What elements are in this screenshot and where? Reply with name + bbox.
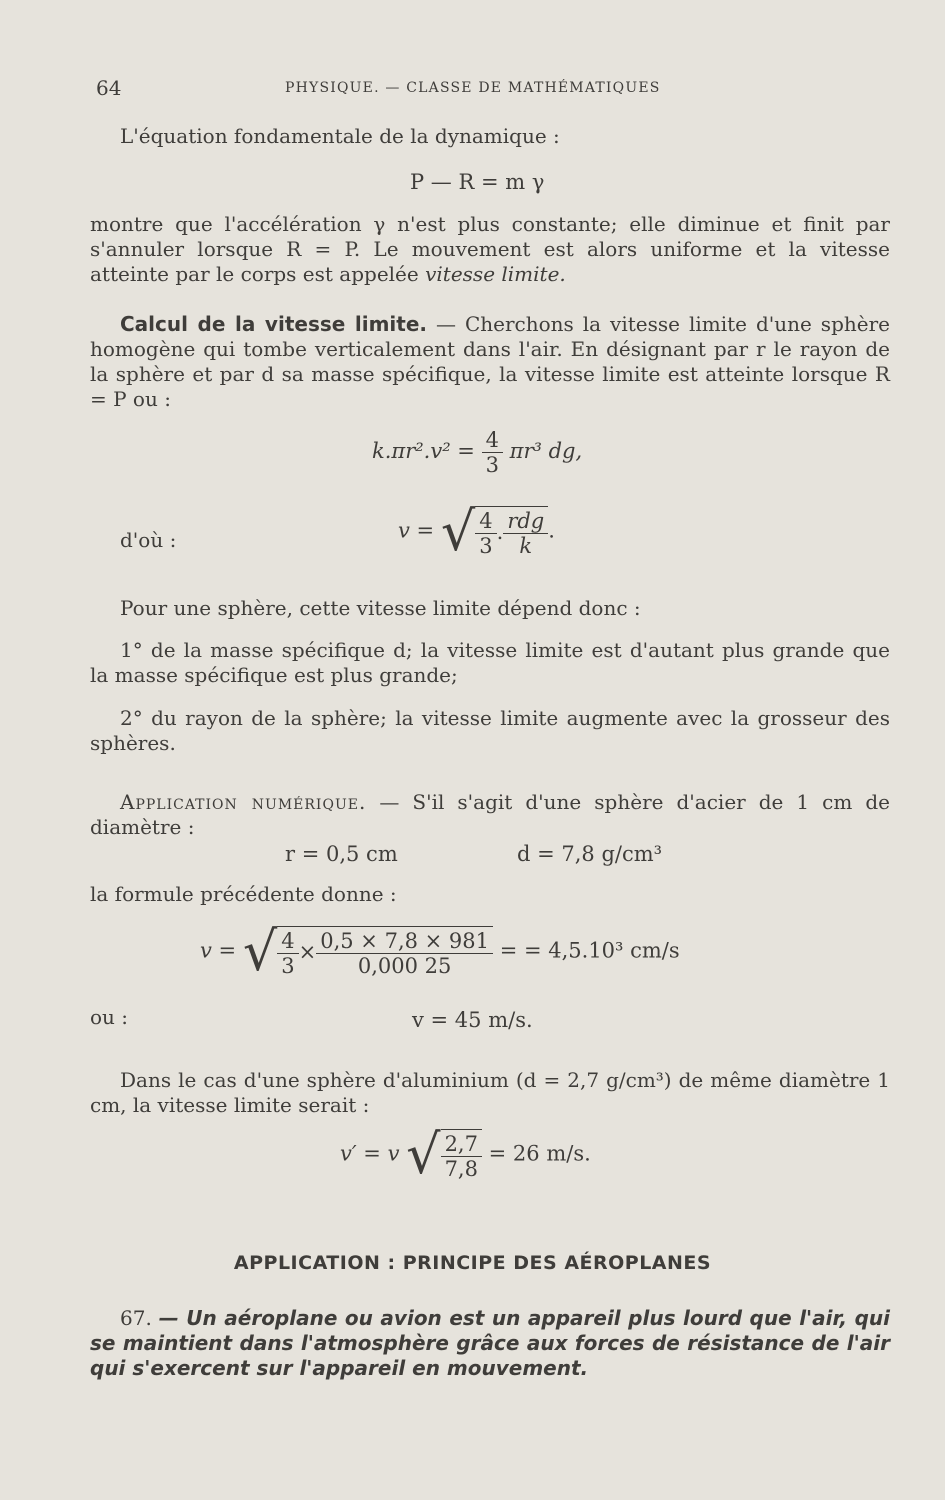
equation-force-balance: [372, 428, 582, 477]
eq2-rhs: πr³ dg,: [509, 439, 583, 463]
calc-title: Calcul de la vitesse limite.: [120, 312, 428, 336]
equation-dynamics: P — R = m γ: [410, 170, 545, 194]
paragraph-point-1: 1° de la masse spécifique d; la vitesse limite est d'autant plus grande que la masse spécifique est plus grande;: [90, 638, 890, 687]
sqrt-symbol-3: √: [406, 1123, 441, 1186]
application-text: — S'il s'agit d'une sphère d'acier de 1 cm de diamètre :: [90, 790, 890, 839]
paragraph-aeroplane: [90, 1306, 890, 1381]
eq3-dot: .: [496, 520, 504, 544]
eq3-frac1: [475, 509, 496, 558]
eq4-frac2: [316, 929, 493, 978]
eq4-den2: 0,000 25: [316, 953, 493, 978]
eq3-num2: rdg: [507, 509, 545, 533]
value-density: d = 7,8 g/cm³: [517, 842, 663, 866]
equation-aluminium: [340, 1123, 591, 1186]
eq2-num: 4: [485, 428, 499, 452]
eq6-lhs: v′ = v: [340, 1141, 400, 1166]
equation-velocity: [398, 500, 555, 563]
eq4-den1: 3: [277, 953, 298, 978]
eq3-radicand: [475, 506, 548, 558]
running-header: PHYSIQUE. — CLASSE DE MATHÉMATIQUES: [285, 80, 661, 96]
label-dou: d'où :: [120, 528, 177, 552]
value-radius: r = 0,5 cm: [285, 842, 398, 866]
eq4-times: ×: [298, 940, 317, 964]
section-heading: APPLICATION : PRINCIPE DES AÉROPLANES: [233, 1252, 712, 1274]
eq3-end: .: [548, 518, 555, 543]
paragraph-acceleration-text: montre que l'accélération γ n'est plus constante; elle diminue et finit par s'annuler lorsque R = P. Le mouvement est alors uniforme et la vitesse atteinte par le corps est appelée: [90, 212, 890, 286]
eq2-den: 3: [482, 452, 503, 477]
eq6-radicand: [441, 1129, 482, 1181]
eq2-lhs: k.πr².v² =: [372, 439, 475, 463]
eq2-fraction: [482, 428, 503, 477]
eq6-rhs: = 26 m/s.: [488, 1141, 591, 1166]
paragraph-number: 67.: [120, 1306, 152, 1330]
eq3-num1: 4: [479, 509, 493, 533]
sqrt-symbol: √: [440, 500, 476, 563]
eq4-rhs: = = 4,5.10³ cm/s: [499, 938, 680, 963]
equation-result: v = 45 m/s.: [412, 1008, 533, 1032]
eq3-den2: k: [503, 533, 548, 558]
eq4-lhs: v =: [200, 938, 237, 963]
term-vitesse-limite: vitesse limite.: [425, 262, 566, 286]
eq6-den: 7,8: [441, 1156, 482, 1181]
eq4-radicand: [277, 926, 493, 978]
eq4-frac1: [277, 929, 298, 978]
paragraph-aluminium: Dans le cas d'une sphère d'aluminium (d = 2,7 g/cm³) de même diamètre 1 cm, la vitesse limite serait :: [90, 1068, 890, 1117]
eq6-num: 2,7: [444, 1132, 478, 1156]
calc-text: — Cherchons la vitesse limite d'une sphère homogène qui tombe verticalement dans l'air. En désignant par r le rayon de la sphère et par d sa masse spécifique, la vitesse limite est atteinte lorsque R = P ou :: [90, 312, 890, 411]
paragraph-point-2: 2° du rayon de la sphère; la vitesse limite augmente avec la grosseur des sphères.: [90, 706, 890, 755]
aeroplane-definition: — Un aéroplane ou avion est un appareil plus lourd que l'air, qui se maintient dans l'atmosphère grâce aux forces de résistance de l'air qui s'exercent sur l'appareil en mouvement.: [90, 1306, 890, 1380]
paragraph-acceleration: [90, 212, 890, 287]
sqrt-symbol-2: √: [242, 920, 278, 983]
paragraph-depends: Pour une sphère, cette vitesse limite dépend donc :: [120, 596, 641, 620]
page-number: 64: [96, 76, 122, 100]
eq3-frac2: [503, 509, 548, 558]
paragraph-application: [90, 790, 890, 840]
label-ou: ou :: [90, 1005, 129, 1029]
eq6-frac: [441, 1132, 482, 1181]
eq3-lhs: v =: [398, 518, 435, 543]
eq4-num1: 4: [281, 929, 295, 953]
paragraph-intro: L'équation fondamentale de la dynamique :: [120, 124, 560, 148]
application-label: Application numérique.: [120, 790, 367, 814]
paragraph-formula-gives: la formule précédente donne :: [90, 882, 397, 906]
eq4-num2: 0,5 × 7,8 × 981: [320, 929, 490, 953]
equation-numeric: [200, 920, 680, 983]
eq3-den1: 3: [475, 533, 496, 558]
paragraph-calc: [90, 312, 890, 412]
